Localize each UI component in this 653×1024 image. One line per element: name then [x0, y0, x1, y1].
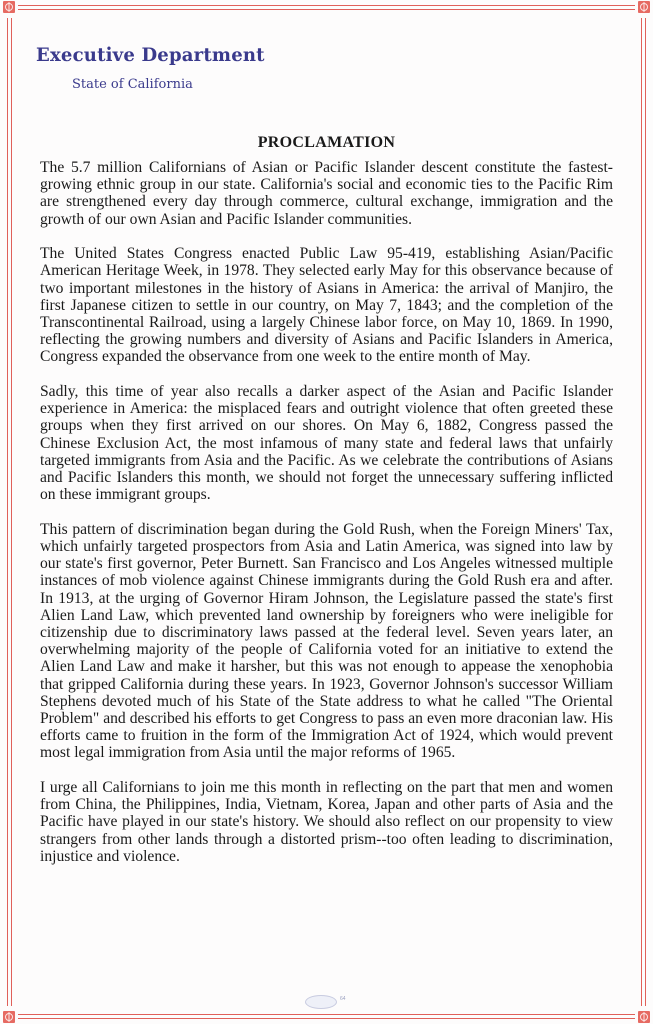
letterhead-title: Executive Department — [36, 44, 265, 66]
paragraph: This pattern of discrimination began during the Gold Rush, when the Foreign Miners' Tax, which unfairly targeted prospectors from Asia and Latin America, was signed into law by our state's first governor, Peter Burnett. San Francisco and Los Angeles witnessed multiple instances of mob violence against Chinese immigrants during the Gold Rush era and after. In 1913, at the urging of Governor Hiram Johnson, the Legislature passed the state's first Alien Land Law, which prevented land ownership by foreigners who were ineligible for citizenship due to discriminatory laws passed at the federal level. Seven years later, an overwhelming majority of the people of California voted for an initiative to extend the Alien Land Law and make it harsher, but this was not enough to appease the xenophobia that gripped California during these years. In 1923, Governor Johnson's successor William Stephens devoted much of his State of the State address to what he called "The Oriental Problem" and described his efforts to get Congress to pass an even more draconian law. His efforts came to fruition in the form of the Immigration Act of 1924, which would prevent most legal immigration from Asia until the major reforms of 1965. — [40, 520, 613, 762]
paragraph: The 5.7 million Californians of Asian or Pacific Islander descent constitute the fastest-growing ethnic group in our state. California's social and economic ties to the Pacific Rim are strengthened every day through commerce, cultural exchange, immigration and the growth of our own Asian and Pacific Islander communities. — [40, 159, 613, 228]
union-bug-icon — [305, 995, 337, 1009]
paragraph: The United States Congress enacted Public Law 95-419, establishing Asian/Pacific American Heritage Week, in 1978. They selected early May for this observance because of two important milestones in the history of Asians in America: the arrival of Manjiro, the first Japanese citizen to settle in our country, on May 7, 1843; and the completion of the Transcontinental Railroad, using a largely Chinese labor force, on May 10, 1869. In 1990, reflecting the growing numbers and diversity of Asians and Pacific Islanders in America, Congress expanded the observance from one week to the entire month of May. — [40, 245, 613, 366]
letterhead-subtitle: State of California — [72, 77, 193, 92]
corner-ornament-icon — [3, 1, 15, 13]
corner-ornament-icon — [638, 1011, 650, 1023]
decorative-border-right — [641, 18, 646, 1006]
decorative-border-bottom — [18, 1014, 635, 1019]
corner-ornament-icon — [3, 1011, 15, 1023]
document-body — [40, 159, 613, 882]
document-title: PROCLAMATION — [257, 134, 396, 151]
paragraph: I urge all Californians to join me this month in reflecting on the part that men and women from China, the Philippines, India, Vietnam, Korea, Japan and other parts of Asia and the Pacific have played in our state's history. We should also reflect on our propensity to view strangers from other lands through a distorted prism--too often leading to discrimination, injustice and violence. — [40, 779, 613, 865]
paragraph: Sadly, this time of year also recalls a darker aspect of the Asian and Pacific Islander experience in America: the misplaced fears and outright violence that often greeted these groups when they first arrived on our shores. On May 6, 1882, Congress passed the Chinese Exclusion Act, the most infamous of many state and federal laws that unfairly targeted immigrants from Asia and the Pacific. As we celebrate the contributions of Asians and Pacific Islanders this month, we should not forget the unnecessary suffering inflicted on these immigrant groups. — [40, 383, 613, 504]
decorative-border-left — [7, 18, 12, 1006]
corner-ornament-icon — [638, 1, 650, 13]
union-bug-label: 64 — [340, 996, 346, 1002]
decorative-border-top — [18, 5, 635, 10]
